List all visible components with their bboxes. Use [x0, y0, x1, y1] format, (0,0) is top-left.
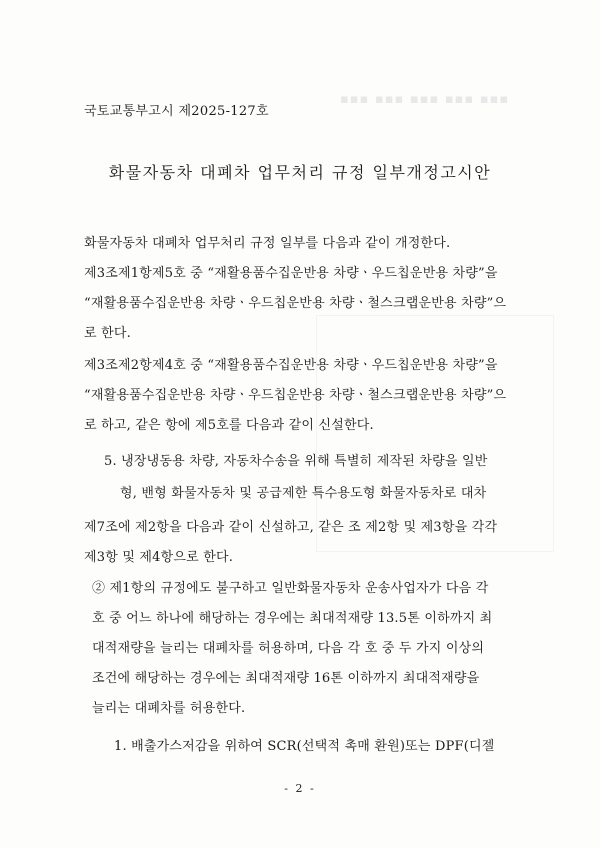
paragraph-line: ② 제1항의 규정에도 불구하고 일반화물자동차 운송사업자가 다음 각: [92, 581, 489, 596]
subitem-line: 형, 밴형 화물자동차 및 공급제한 특수용도형 화물자동차로 대차: [120, 486, 487, 501]
page-number: - 2 -: [284, 782, 316, 795]
body-line: “재활용품수집운반용 차량ㆍ우드칩운반용 차량ㆍ철스크랩운반용 차량”으: [84, 296, 507, 311]
body-line: 제3조제2항제4호 중 “재활용품수집운반용 차량ㆍ우드칩운반용 차량”을: [84, 358, 498, 373]
paragraph-line: 늘리는 대폐차를 허용한다.: [92, 701, 246, 716]
body-line: 로 하고, 같은 항에 제5호를 다음과 같이 신설한다.: [84, 418, 374, 433]
body-line: 화물자동차 대폐차 업무처리 규정 일부를 다음과 같이 개정한다.: [84, 236, 451, 251]
subitem-line: 1. 배출가스저감을 위하여 SCR(선택적 촉매 환원)또는 DPF(디젤: [114, 739, 495, 754]
body-line: 제7조에 제2항을 다음과 같이 신설하고, 같은 조 제2항 및 제3항을 각각: [84, 520, 498, 535]
body-line: 로 한다.: [84, 326, 131, 341]
document-title: 화물자동차 대폐차 업무처리 규정 일부개정고시안: [108, 163, 492, 182]
subitem-line: 5. 냉장냉동용 차량, 자동차수송을 위해 특별히 제작된 차량을 일반: [104, 454, 488, 469]
body-line: 제3항 및 제4항으로 한다.: [84, 550, 234, 565]
body-line: 제3조제1항제5호 중 “재활용품수집운반용 차량ㆍ우드칩운반용 차량”을: [84, 266, 498, 281]
paragraph-line: 호 중 어느 하나에 해당하는 경우에는 최대적재량 13.5톤 이하까지 최: [92, 611, 493, 626]
body-line: “재활용품수집운반용 차량ㆍ우드칩운반용 차량ㆍ철스크랩운반용 차량”으: [84, 388, 507, 403]
show-through-text: ▪▪▪ ▪▪▪ ▪▪▪ ▪▪▪ ▪▪▪: [340, 92, 510, 107]
paragraph-line: 조건에 해당하는 경우에는 최대적재량 16톤 이하까지 최대적재량을: [92, 671, 480, 686]
notice-number: 국토교통부고시 제2025-127호: [84, 104, 269, 119]
paragraph-line: 대적재량을 늘리는 대폐차를 허용하며, 다음 각 호 중 두 가지 이상의: [92, 641, 485, 656]
